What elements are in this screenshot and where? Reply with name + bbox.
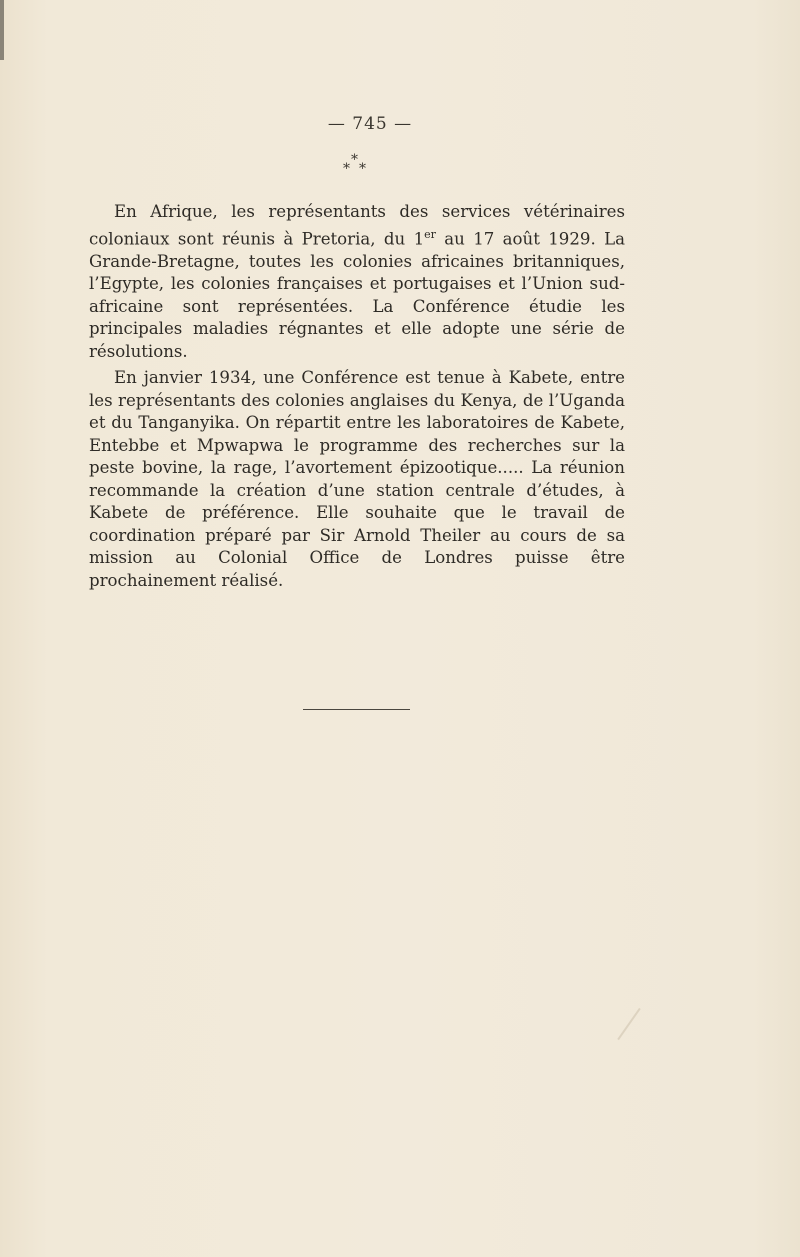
asterism-star-bottom-right: * (359, 161, 366, 177)
paragraph-kabete-conference: En janvier 1934, une Conférence est tenue à Kabete, entre les représentants des colonies anglaises du Kenya, de l’Uganda et du Tanganyika. On répartit entre les laboratoires de Kabete, Entebbe et Mpwapwa le programme des recherches sur la peste bovine, la rage, l’avortement épizootique..... La réunion recommande la création d’une station centrale d’études, à Kabete de préférence. Elle souhaite que le travail de coordination préparé par Sir Arnold Theiler au cours de sa mission au Colonial Office de Londres puisse être prochainement réalisé. (89, 368, 625, 590)
paragraph-text: En Afrique, les représentants des services vétérinaires coloniaux sont réunis à Pretoria, du 1 (89, 202, 625, 249)
ordinal-superscript: er (424, 227, 436, 241)
paper-blemish (617, 1008, 640, 1040)
body-text (89, 201, 625, 592)
paragraph-text: au 17 août 1929. La Grande-Bretagne, toutes les colonies africaines britanniques, l’Egypte, les colonies françaises et portugaises et l’Union sud-africaine sont représentées. La Conférence étudie les principales maladies régnantes et elle adopte une série de résolutions. (89, 229, 625, 361)
page-number: — 745 — (327, 114, 413, 134)
binding-edge (0, 0, 4, 60)
paragraph-pretoria-conference (89, 201, 625, 363)
asterism-star-top: * (351, 152, 358, 168)
asterism-star-bottom-left: * (343, 161, 350, 177)
section-end-rule (303, 709, 410, 710)
section-asterism (336, 153, 376, 189)
